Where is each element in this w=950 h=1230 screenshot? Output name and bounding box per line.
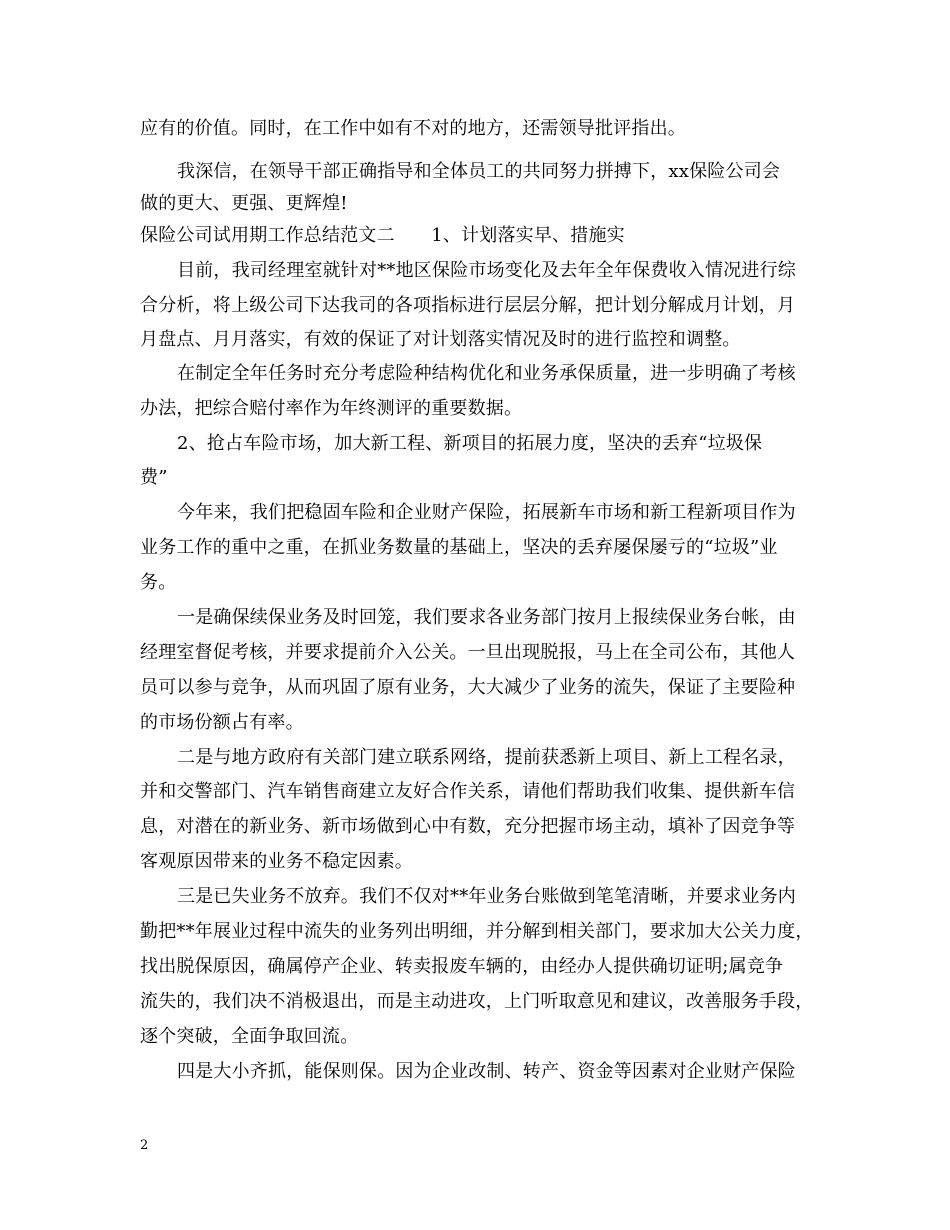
text-line: 合分析，将上级公司下达我司的各项指标进行层层分解，把计划分解成月计划，月 — [140, 295, 796, 316]
text-line: 务。 — [140, 572, 177, 593]
text-line: 费” — [140, 467, 168, 488]
text-line: 二是与地方政府有关部门建立联系网络，提前获悉新上项目、新上工程名录， — [177, 747, 796, 768]
text-line: 2、抢占车险市场，加大新工程、新项目的拓展力度，坚决的丢弃“垃圾保 — [177, 433, 763, 454]
page-number: 2 — [140, 1138, 149, 1153]
text-line: 月盘点、月月落实，有效的保证了对计划落实情况及时的进行监控和调整。 — [140, 329, 741, 350]
section-heading: 保险公司试用期工作总结范文二 1、计划落实早、措施实 — [140, 225, 625, 246]
text-line: 的市场份额占有率。 — [140, 712, 304, 733]
text-line: 目前，我司经理室就针对**地区保险市场变化及去年全年保费收入情况进行综 — [177, 260, 796, 281]
text-line: 经理室督促考核，并要求提前介入公关。一旦出现脱报，马上在全司公布，其他人 — [140, 642, 796, 663]
text-line: 我深信，在领导干部正确指导和全体员工的共同努力拼搏下，xx保险公司会 — [177, 161, 781, 182]
text-line: 今年来，我们把稳固车险和企业财产保险，拓展新车市场和新工程新项目作为 — [177, 502, 796, 523]
text-line: 在制定全年任务时充分考虑险种结构优化和业务承保质量，进一步明确了考核 — [177, 363, 796, 384]
text-line: 息，对潜在的新业务、新市场做到心中有数，充分把握市场主动，填补了因竞争等 — [140, 816, 796, 837]
text-line: 员可以参与竞争，从而巩固了原有业务，大大减少了业务的流失，保证了主要险种 — [140, 677, 796, 698]
text-line: 应有的价值。同时，在工作中如有不对的地方，还需领导批评指出。 — [140, 118, 686, 139]
text-line: 三是已失业务不放弃。我们不仅对**年业务台账做到笔笔清晰，并要求业务内 — [177, 886, 796, 907]
text-line: 并和交警部门、汽车销售商建立友好合作关系，请他们帮助我们收集、提供新车信 — [140, 781, 796, 802]
text-line: 逐个突破，全面争取回流。 — [140, 1026, 359, 1047]
text-line: 一是确保续保业务及时回笼，我们要求各业务部门按月上报续保业务台帐，由 — [177, 607, 796, 628]
text-line: 四是大小齐抓，能保则保。因为企业改制、转产、资金等因素对企业财产保险 — [177, 1061, 796, 1082]
text-line: 做的更大、更强、更辉煌! — [140, 193, 348, 214]
text-line: 找出脱保原因，确属停产企业、转卖报废车辆的，由经办人提供确切证明;属竞争 — [140, 956, 784, 977]
text-line: 流失的，我们决不消极退出，而是主动进攻，上门听取意见和建议，改善服务手段， — [140, 991, 814, 1012]
text-line: 勤把**年展业过程中流失的业务列出明细，并分解到相关部门，要求加大公关力度， — [140, 921, 814, 942]
text-line: 客观原因带来的业务不稳定因素。 — [140, 851, 413, 872]
text-line: 业务工作的重中之重，在抓业务数量的基础上，坚决的丢弃屡保屡亏的“垃圾”业 — [140, 537, 778, 558]
text-line: 办法，把综合赔付率作为年终测评的重要数据。 — [140, 398, 523, 419]
